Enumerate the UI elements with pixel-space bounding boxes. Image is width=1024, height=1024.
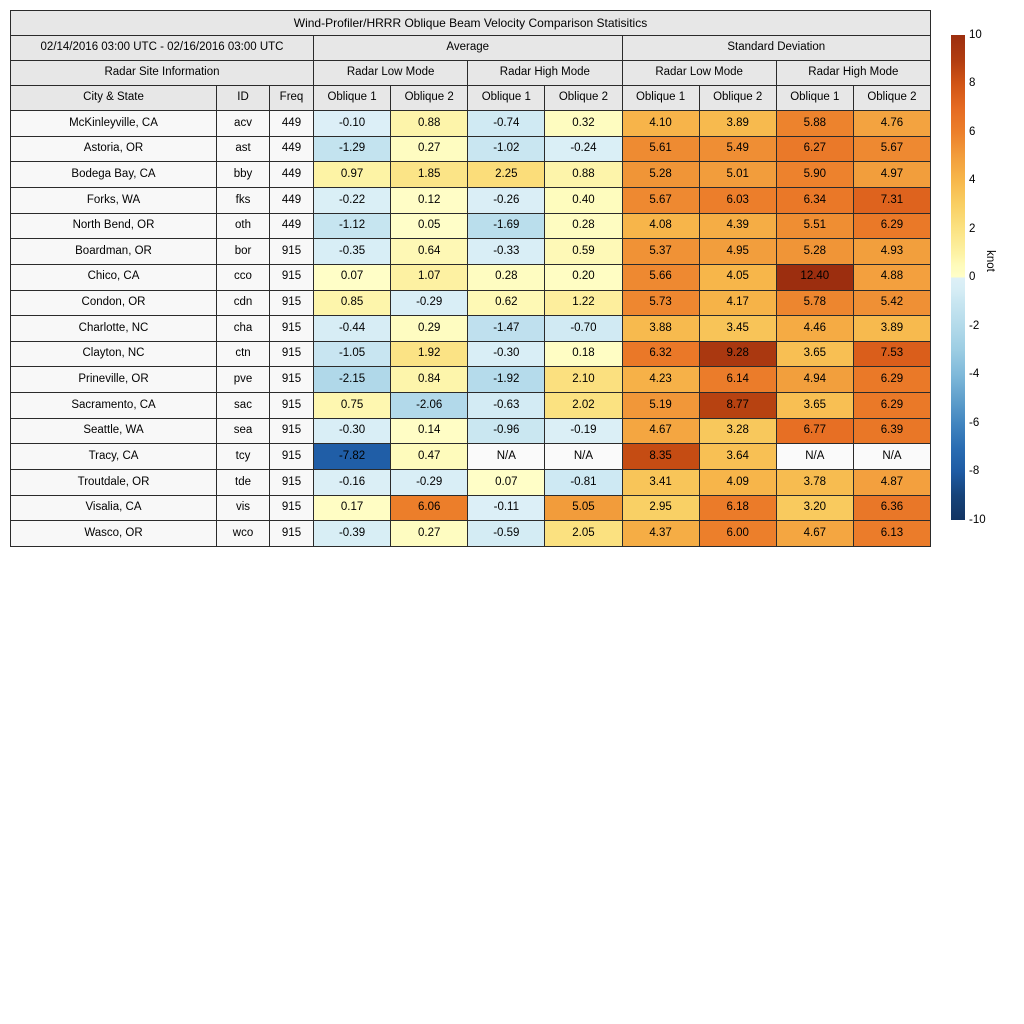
- value-cell: 6.13: [854, 521, 930, 546]
- value-cell: 3.45: [700, 316, 776, 341]
- site-id-cell: tcy: [217, 444, 269, 469]
- site-city-cell: Boardman, OR: [11, 239, 216, 264]
- value-cell: 0.47: [391, 444, 467, 469]
- site-city-cell: Charlotte, NC: [11, 316, 216, 341]
- site-city-cell: Prineville, OR: [11, 367, 216, 392]
- value-cell: -7.82: [314, 444, 390, 469]
- col-header-oblique-2: Oblique 2: [700, 86, 776, 110]
- header-radar-site-info: Radar Site Information: [11, 61, 313, 85]
- value-cell: 2.95: [623, 496, 699, 521]
- value-cell: 3.65: [777, 342, 853, 367]
- value-cell: -0.30: [468, 342, 544, 367]
- site-id-cell: sea: [217, 419, 269, 444]
- value-cell: 6.18: [700, 496, 776, 521]
- value-cell: 3.89: [854, 316, 930, 341]
- value-cell: 0.14: [391, 419, 467, 444]
- value-cell: 0.84: [391, 367, 467, 392]
- value-cell: -0.29: [391, 470, 467, 495]
- site-id-cell: bby: [217, 162, 269, 187]
- value-cell: -0.30: [314, 419, 390, 444]
- value-cell: N/A: [777, 444, 853, 469]
- value-cell: 4.88: [854, 265, 930, 290]
- site-freq-cell: 915: [270, 444, 313, 469]
- value-cell: 0.27: [391, 521, 467, 546]
- value-cell: 2.25: [468, 162, 544, 187]
- site-city-cell: Tracy, CA: [11, 444, 216, 469]
- value-cell: 0.28: [545, 214, 621, 239]
- site-freq-cell: 915: [270, 419, 313, 444]
- value-cell: 4.17: [700, 291, 776, 316]
- value-cell: 0.88: [391, 111, 467, 136]
- value-cell: 5.42: [854, 291, 930, 316]
- site-id-cell: vis: [217, 496, 269, 521]
- value-cell: 5.67: [854, 137, 930, 162]
- value-cell: 4.97: [854, 162, 930, 187]
- col-header-oblique-1: Oblique 1: [623, 86, 699, 110]
- value-cell: 5.19: [623, 393, 699, 418]
- value-cell: 3.89: [700, 111, 776, 136]
- value-cell: 0.62: [468, 291, 544, 316]
- value-cell: -1.69: [468, 214, 544, 239]
- site-id-cell: oth: [217, 214, 269, 239]
- value-cell: -0.96: [468, 419, 544, 444]
- site-freq-cell: 915: [270, 393, 313, 418]
- value-cell: -0.39: [314, 521, 390, 546]
- site-id-cell: fks: [217, 188, 269, 213]
- value-cell: 0.07: [468, 470, 544, 495]
- site-city-cell: Clayton, NC: [11, 342, 216, 367]
- value-cell: 6.00: [700, 521, 776, 546]
- colorbar-tick-label: 10: [969, 28, 982, 41]
- value-cell: N/A: [468, 444, 544, 469]
- value-cell: 7.31: [854, 188, 930, 213]
- value-cell: 4.46: [777, 316, 853, 341]
- site-city-cell: Seattle, WA: [11, 419, 216, 444]
- site-city-cell: Visalia, CA: [11, 496, 216, 521]
- value-cell: 1.85: [391, 162, 467, 187]
- colorbar-gradient: [951, 35, 965, 520]
- value-cell: 3.78: [777, 470, 853, 495]
- col-header-freq: Freq: [270, 86, 313, 110]
- colorbar-tick-label: -2: [969, 319, 980, 332]
- value-cell: -0.11: [468, 496, 544, 521]
- value-cell: -1.92: [468, 367, 544, 392]
- site-id-cell: sac: [217, 393, 269, 418]
- site-freq-cell: 915: [270, 470, 313, 495]
- value-cell: 4.39: [700, 214, 776, 239]
- value-cell: 6.06: [391, 496, 467, 521]
- col-header-oblique-2: Oblique 2: [391, 86, 467, 110]
- header-average: Average: [314, 36, 622, 60]
- site-freq-cell: 449: [270, 111, 313, 136]
- value-cell: -1.05: [314, 342, 390, 367]
- value-cell: -0.63: [468, 393, 544, 418]
- colorbar-tick-label: -10: [969, 513, 986, 526]
- site-freq-cell: 915: [270, 342, 313, 367]
- value-cell: 0.88: [545, 162, 621, 187]
- value-cell: 5.28: [777, 239, 853, 264]
- value-cell: 0.27: [391, 137, 467, 162]
- value-cell: 4.67: [623, 419, 699, 444]
- value-cell: -1.12: [314, 214, 390, 239]
- value-cell: 3.64: [700, 444, 776, 469]
- site-city-cell: Chico, CA: [11, 265, 216, 290]
- value-cell: 5.28: [623, 162, 699, 187]
- site-city-cell: North Bend, OR: [11, 214, 216, 239]
- site-id-cell: acv: [217, 111, 269, 136]
- col-header-oblique-2: Oblique 2: [545, 86, 621, 110]
- colorbar-tick-label: 4: [969, 174, 976, 186]
- col-header-city-state: City & State: [11, 86, 216, 110]
- colorbar: [951, 28, 1021, 526]
- value-cell: 6.14: [700, 367, 776, 392]
- header-avg-low-mode: Radar Low Mode: [314, 61, 467, 85]
- value-cell: -0.44: [314, 316, 390, 341]
- date-range: 02/14/2016 03:00 UTC - 02/16/2016 03:00 UTC: [11, 36, 313, 60]
- value-cell: 4.94: [777, 367, 853, 392]
- value-cell: -0.74: [468, 111, 544, 136]
- value-cell: 5.61: [623, 137, 699, 162]
- value-cell: 8.35: [623, 444, 699, 469]
- value-cell: -0.19: [545, 419, 621, 444]
- site-freq-cell: 915: [270, 265, 313, 290]
- value-cell: 3.88: [623, 316, 699, 341]
- value-cell: 6.34: [777, 188, 853, 213]
- site-id-cell: ctn: [217, 342, 269, 367]
- value-cell: 9.28: [700, 342, 776, 367]
- header-avg-high-mode: Radar High Mode: [468, 61, 621, 85]
- site-city-cell: Condon, OR: [11, 291, 216, 316]
- value-cell: 5.37: [623, 239, 699, 264]
- value-cell: 5.67: [623, 188, 699, 213]
- value-cell: 0.07: [314, 265, 390, 290]
- value-cell: -0.26: [468, 188, 544, 213]
- site-freq-cell: 915: [270, 367, 313, 392]
- value-cell: -0.16: [314, 470, 390, 495]
- colorbar-tick-label: 2: [969, 222, 976, 235]
- value-cell: N/A: [854, 444, 930, 469]
- value-cell: -0.22: [314, 188, 390, 213]
- col-header-id: ID: [217, 86, 269, 110]
- site-city-cell: Troutdale, OR: [11, 470, 216, 495]
- value-cell: 0.59: [545, 239, 621, 264]
- stats-table: [10, 10, 931, 547]
- value-cell: 3.28: [700, 419, 776, 444]
- value-cell: 5.73: [623, 291, 699, 316]
- value-cell: 4.95: [700, 239, 776, 264]
- colorbar-tick-label: 8: [969, 77, 976, 89]
- value-cell: 4.05: [700, 265, 776, 290]
- site-freq-cell: 915: [270, 316, 313, 341]
- value-cell: 2.05: [545, 521, 621, 546]
- value-cell: 0.05: [391, 214, 467, 239]
- value-cell: -1.02: [468, 137, 544, 162]
- value-cell: -1.47: [468, 316, 544, 341]
- value-cell: 6.29: [854, 393, 930, 418]
- value-cell: -0.29: [391, 291, 467, 316]
- value-cell: -0.59: [468, 521, 544, 546]
- value-cell: -0.24: [545, 137, 621, 162]
- value-cell: 0.75: [314, 393, 390, 418]
- value-cell: 5.49: [700, 137, 776, 162]
- value-cell: 8.77: [700, 393, 776, 418]
- site-freq-cell: 449: [270, 188, 313, 213]
- value-cell: 0.40: [545, 188, 621, 213]
- site-city-cell: McKinleyville, CA: [11, 111, 216, 136]
- site-city-cell: Wasco, OR: [11, 521, 216, 546]
- value-cell: 2.02: [545, 393, 621, 418]
- value-cell: 0.17: [314, 496, 390, 521]
- value-cell: 6.39: [854, 419, 930, 444]
- col-header-oblique-1: Oblique 1: [314, 86, 390, 110]
- chart-title: Wind-Profiler/HRRR Oblique Beam Velocity Comparison Statisitics: [11, 11, 930, 35]
- site-freq-cell: 915: [270, 496, 313, 521]
- site-id-cell: tde: [217, 470, 269, 495]
- value-cell: 2.10: [545, 367, 621, 392]
- value-cell: 6.29: [854, 367, 930, 392]
- header-std-deviation: Standard Deviation: [623, 36, 931, 60]
- value-cell: N/A: [545, 444, 621, 469]
- site-city-cell: Astoria, OR: [11, 137, 216, 162]
- value-cell: 5.05: [545, 496, 621, 521]
- value-cell: -0.33: [468, 239, 544, 264]
- site-city-cell: Bodega Bay, CA: [11, 162, 216, 187]
- site-id-cell: pve: [217, 367, 269, 392]
- value-cell: 12.40: [777, 265, 853, 290]
- value-cell: 0.12: [391, 188, 467, 213]
- colorbar-tick-label: -6: [969, 416, 980, 429]
- value-cell: 5.90: [777, 162, 853, 187]
- value-cell: 0.64: [391, 239, 467, 264]
- site-freq-cell: 449: [270, 137, 313, 162]
- col-header-oblique-1: Oblique 1: [777, 86, 853, 110]
- value-cell: 6.36: [854, 496, 930, 521]
- value-cell: 0.32: [545, 111, 621, 136]
- value-cell: 6.29: [854, 214, 930, 239]
- site-freq-cell: 915: [270, 239, 313, 264]
- site-id-cell: bor: [217, 239, 269, 264]
- value-cell: 0.85: [314, 291, 390, 316]
- value-cell: 3.65: [777, 393, 853, 418]
- value-cell: 4.67: [777, 521, 853, 546]
- site-city-cell: Forks, WA: [11, 188, 216, 213]
- value-cell: 6.27: [777, 137, 853, 162]
- value-cell: 6.32: [623, 342, 699, 367]
- value-cell: 1.92: [391, 342, 467, 367]
- site-city-cell: Sacramento, CA: [11, 393, 216, 418]
- site-id-cell: ast: [217, 137, 269, 162]
- site-freq-cell: 449: [270, 214, 313, 239]
- site-freq-cell: 915: [270, 291, 313, 316]
- site-id-cell: cdn: [217, 291, 269, 316]
- value-cell: 4.87: [854, 470, 930, 495]
- value-cell: 0.20: [545, 265, 621, 290]
- value-cell: 0.29: [391, 316, 467, 341]
- value-cell: 4.10: [623, 111, 699, 136]
- value-cell: -0.35: [314, 239, 390, 264]
- value-cell: 5.88: [777, 111, 853, 136]
- site-freq-cell: 449: [270, 162, 313, 187]
- site-id-cell: cco: [217, 265, 269, 290]
- value-cell: 4.08: [623, 214, 699, 239]
- value-cell: 7.53: [854, 342, 930, 367]
- colorbar-tick-label: 6: [969, 125, 976, 138]
- site-id-cell: wco: [217, 521, 269, 546]
- value-cell: 5.78: [777, 291, 853, 316]
- value-cell: 4.23: [623, 367, 699, 392]
- value-cell: 4.37: [623, 521, 699, 546]
- value-cell: 1.22: [545, 291, 621, 316]
- col-header-oblique-2: Oblique 2: [854, 86, 930, 110]
- col-header-oblique-1: Oblique 1: [468, 86, 544, 110]
- value-cell: 0.28: [468, 265, 544, 290]
- colorbar-tick-label: -8: [969, 465, 980, 477]
- value-cell: 4.09: [700, 470, 776, 495]
- header-sd-low-mode: Radar Low Mode: [623, 61, 776, 85]
- colorbar-tick-label: -4: [969, 368, 980, 380]
- value-cell: 3.41: [623, 470, 699, 495]
- value-cell: 5.01: [700, 162, 776, 187]
- value-cell: 0.18: [545, 342, 621, 367]
- value-cell: -0.70: [545, 316, 621, 341]
- value-cell: 3.20: [777, 496, 853, 521]
- colorbar-unit-label: knot: [984, 250, 996, 272]
- value-cell: 6.77: [777, 419, 853, 444]
- value-cell: 4.76: [854, 111, 930, 136]
- value-cell: -2.15: [314, 367, 390, 392]
- value-cell: -1.29: [314, 137, 390, 162]
- value-cell: 5.66: [623, 265, 699, 290]
- header-sd-high-mode: Radar High Mode: [777, 61, 930, 85]
- value-cell: 4.93: [854, 239, 930, 264]
- site-freq-cell: 915: [270, 521, 313, 546]
- value-cell: -0.81: [545, 470, 621, 495]
- value-cell: -0.10: [314, 111, 390, 136]
- value-cell: -2.06: [391, 393, 467, 418]
- value-cell: 5.51: [777, 214, 853, 239]
- value-cell: 0.97: [314, 162, 390, 187]
- value-cell: 6.03: [700, 188, 776, 213]
- colorbar-tick-label: 0: [969, 271, 976, 283]
- site-id-cell: cha: [217, 316, 269, 341]
- value-cell: 1.07: [391, 265, 467, 290]
